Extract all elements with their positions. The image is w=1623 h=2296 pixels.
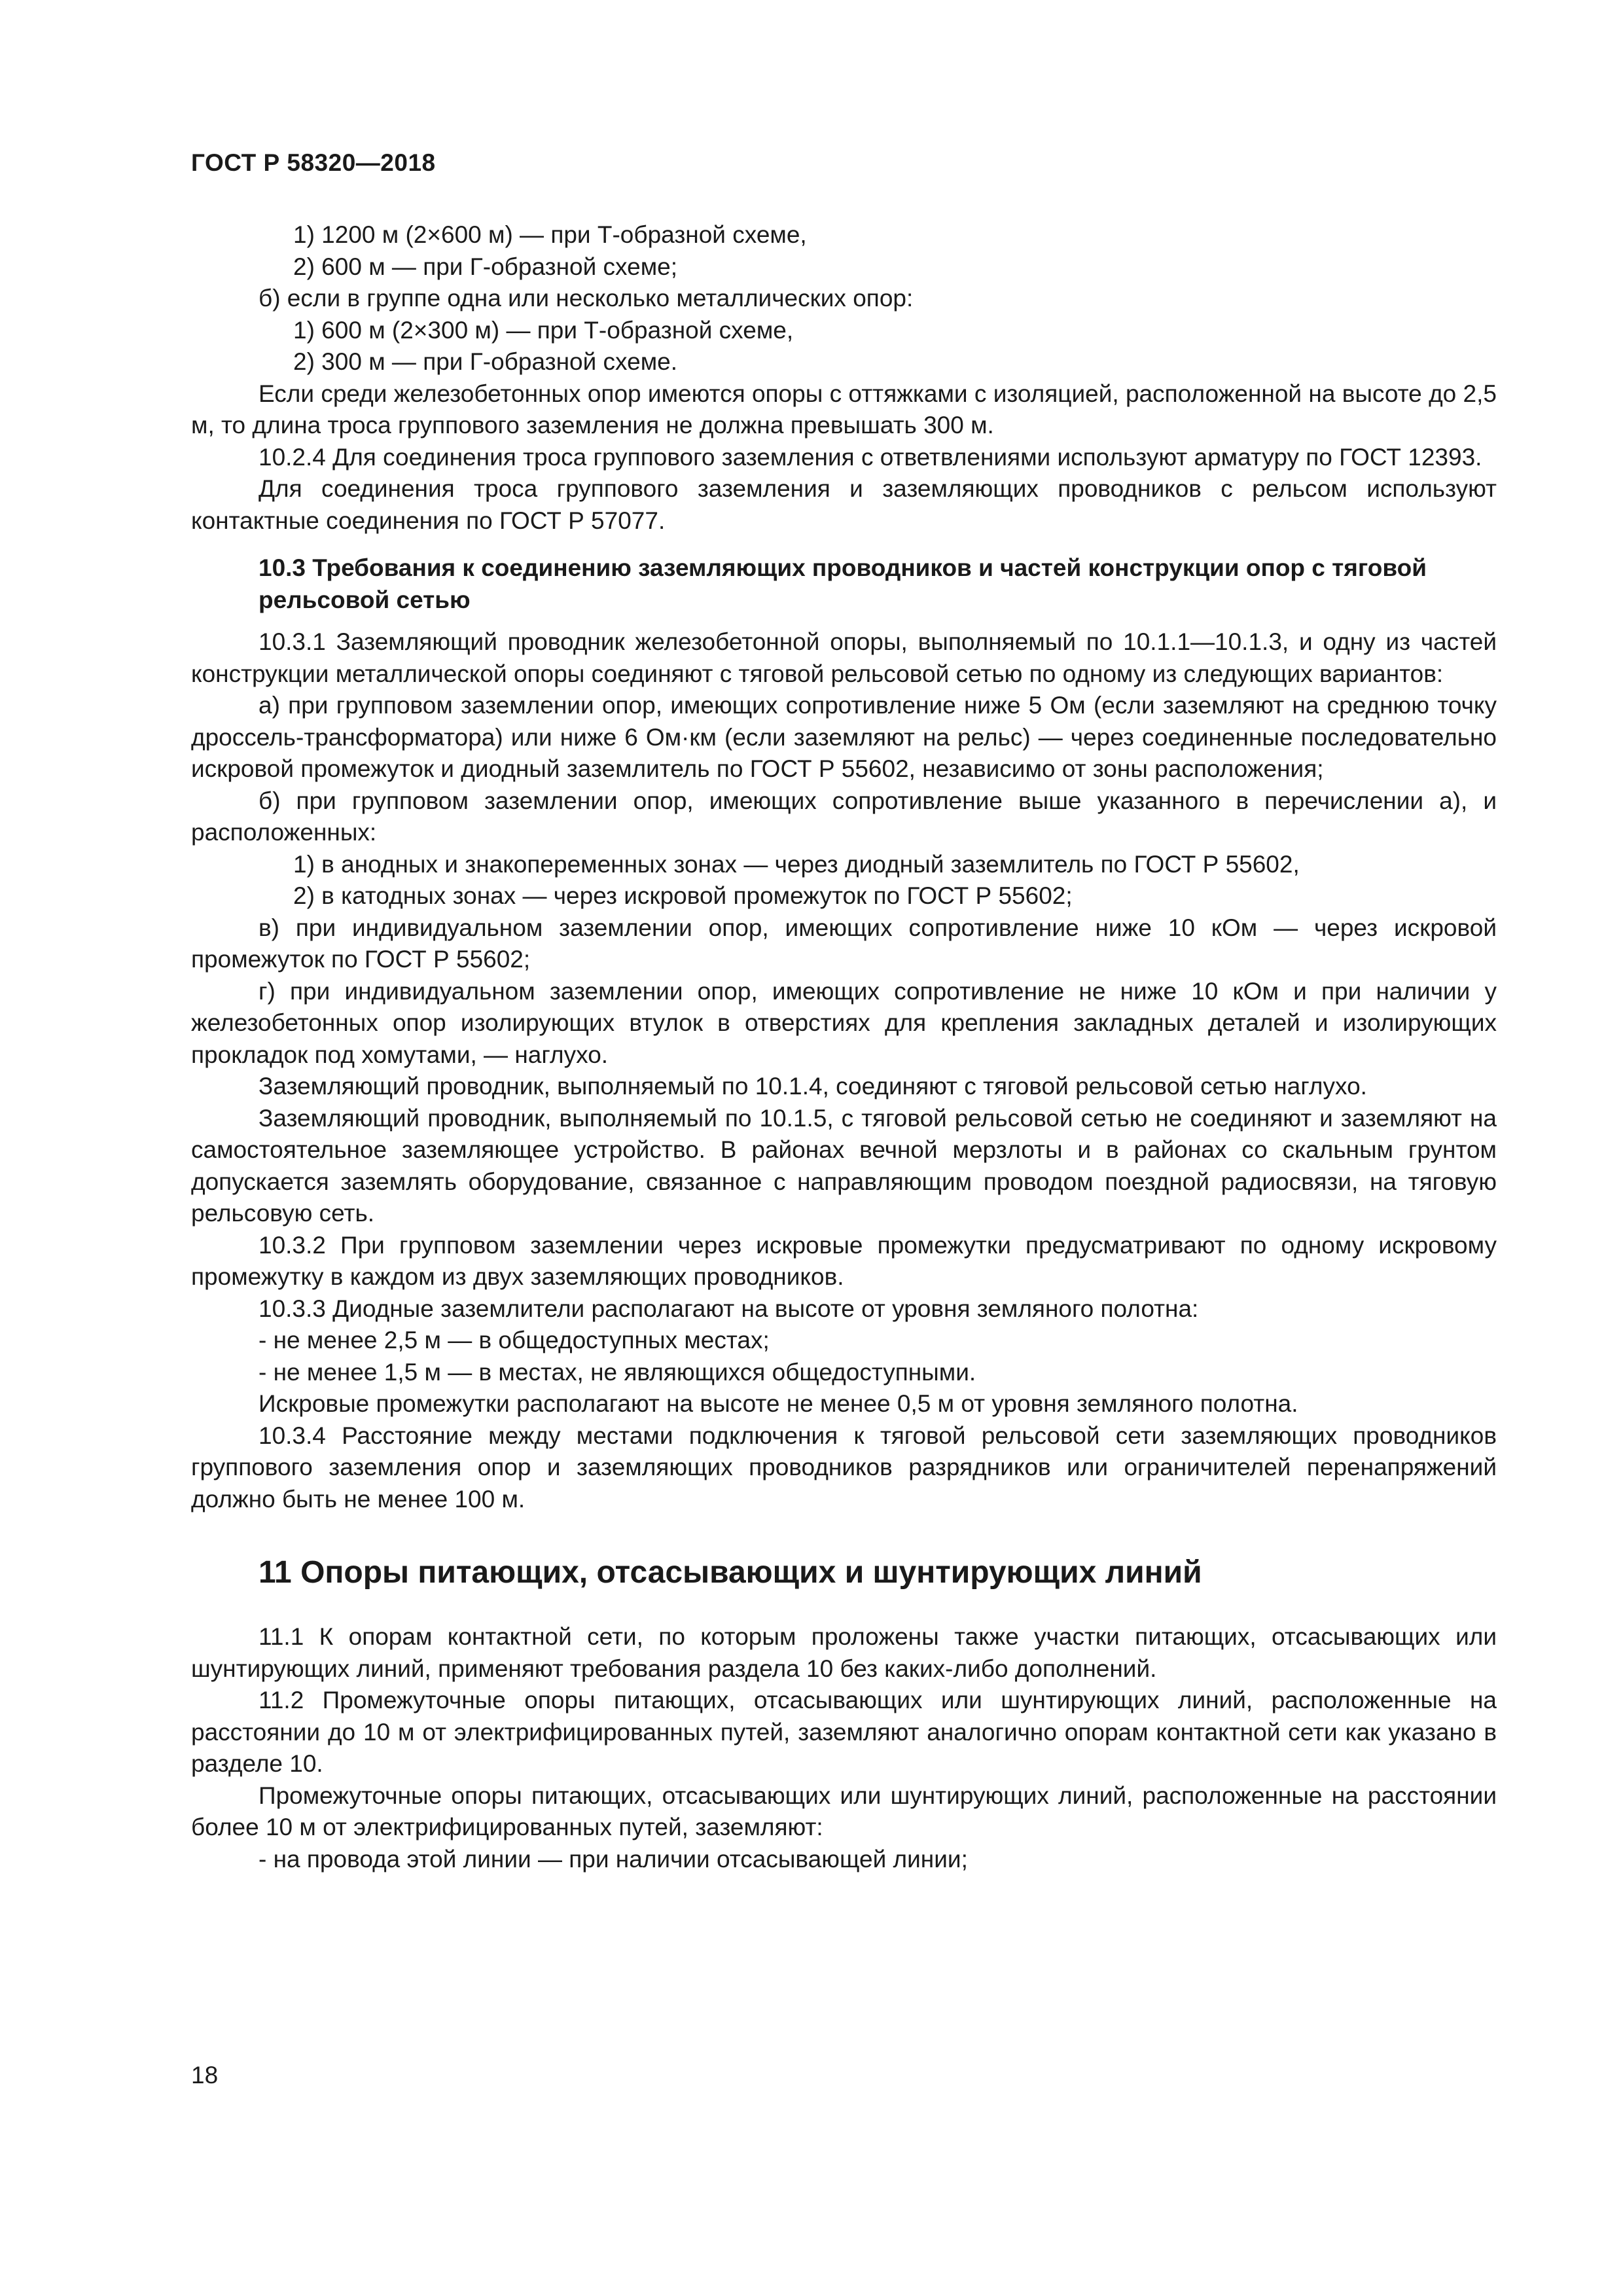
enumeration-item: 2) 300 м — при Г-образной схеме. — [293, 348, 677, 375]
paragraph: 10.2.4 Для соединения троса группового заземления с ответвлениями используют арматуру по ГОСТ 12393. — [259, 443, 1482, 471]
paragraph: б) при групповом заземлении опор, имеющих сопротивление выше указанного в перечислении а), и расположенных: — [191, 787, 1497, 846]
paragraph: Если среди железобетонных опор имеются опоры с оттяжками с изоляцией, расположенной на высоте до 2,5 м, то длина троса группового заземления не должна превышать 300 м. — [191, 380, 1497, 439]
subsection-heading: 10.3 Требования к соединению заземляющих проводников и частей конструкции опор с тяговой рельсовой сетью — [259, 554, 1427, 613]
page-number: 18 — [191, 2062, 219, 2089]
paragraph: в) при индивидуальном заземлении опор, имеющих сопротивление ниже 10 кОм — через искровой промежуток по ГОСТ Р 55602; — [191, 914, 1497, 973]
paragraph: Искровые промежутки располагают на высоте не менее 0,5 м от уровня земляного полотна. — [259, 1390, 1298, 1417]
document-body — [191, 219, 1497, 1875]
paragraph: 10.3.2 При групповом заземлении через искровые промежутки предусматривают по одному искровому промежутку в каждом из двух заземляющих проводников. — [191, 1231, 1497, 1290]
enumeration-item: 1) 600 м (2×300 м) — при Т-образной схеме, — [293, 316, 794, 344]
enumeration-item: 1) 1200 м (2×600 м) — при Т-образной схеме, — [293, 221, 807, 248]
paragraph: Заземляющий проводник, выполняемый по 10.1.5, с тяговой рельсовой сетью не соединяют и заземляют на самостоятельное заземляющее устройство. В районах вечной мерзлоты и в районах со скальным грунтом допускается заземлять оборудование, связанное с направляющим проводом поездной радиосвязи, на тяговую рельсовую сеть. — [191, 1104, 1497, 1227]
section-heading: 11 Опоры питающих, отсасывающих и шунтирующих линий — [259, 1555, 1202, 1590]
list-item: - не менее 2,5 м — в общедоступных местах; — [259, 1327, 770, 1354]
paragraph: а) при групповом заземлении опор, имеющих сопротивление ниже 5 Ом (если заземляют на среднюю точку дроссель-трансформатора) или ниже 6 Ом·км (если заземляют на рельс) — через соединенные последовательно искровой промежуток и диодный заземлитель по ГОСТ Р 55602, независимо от зоны расположения; — [191, 692, 1497, 782]
enumeration-item: 2) 600 м — при Г-образной схеме; — [293, 253, 677, 280]
paragraph: г) при индивидуальном заземлении опор, имеющих сопротивление не ниже 10 кОм и при наличии у железобетонных опор изолирующих втулок в отверстиях для крепления закладных деталей и изолирующих прокладок под хомутами, — наглухо. — [191, 977, 1497, 1068]
paragraph: 10.3.4 Расстояние между местами подключения к тяговой рельсовой сети заземляющих проводников группового заземления опор и заземляющих проводников разрядников или ограничителей перенапряжений должно быть не менее 100 м. — [191, 1422, 1497, 1513]
paragraph: 11.2 Промежуточные опоры питающих, отсасывающих или шунтирующих линий, расположенные на расстоянии до 10 м от электрифицированных путей, заземляют аналогично опорам контактной сети как указано в разделе 10. — [191, 1687, 1497, 1777]
list-item: - не менее 1,5 м — в местах, не являющихся общедоступными. — [259, 1358, 976, 1386]
paragraph: Заземляющий проводник, выполняемый по 10.1.4, соединяют с тяговой рельсовой сетью наглухо. — [259, 1073, 1367, 1100]
enumeration-item: 1) в анодных и знакопеременных зонах — через диодный заземлитель по ГОСТ Р 55602, — [293, 850, 1300, 878]
list-item: - на провода этой линии — при наличии отсасывающей линии; — [259, 1845, 968, 1873]
paragraph: 11.1 К опорам контактной сети, по которым проложены также участки питающих, отсасывающих или шунтирующих линий, применяют требования раздела 10 без каких-либо дополнений. — [191, 1623, 1497, 1682]
paragraph: 10.3.1 Заземляющий проводник железобетонной опоры, выполняемый по 10.1.1—10.1.3, и одну из частей конструкции металлической опоры соединяют с тяговой рельсовой сетью по одному из следующих вариантов: — [191, 628, 1497, 687]
paragraph: 10.3.3 Диодные заземлители располагают на высоте от уровня земляного полотна: — [259, 1295, 1199, 1322]
paragraph: б) если в группе одна или несколько металлических опор: — [259, 285, 914, 312]
paragraph: Промежуточные опоры питающих, отсасывающих или шунтирующих линий, расположенные на расстоянии более 10 м от электрифицированных путей, заземляют: — [191, 1782, 1497, 1840]
enumeration-item: 2) в катодных зонах — через искровой промежуток по ГОСТ Р 55602; — [293, 882, 1073, 909]
paragraph: Для соединения троса группового заземления и заземляющих проводников с рельсом используют контактные соединения по ГОСТ Р 57077. — [191, 475, 1497, 534]
standard-header: ГОСТ Р 58320—2018 — [191, 149, 436, 176]
